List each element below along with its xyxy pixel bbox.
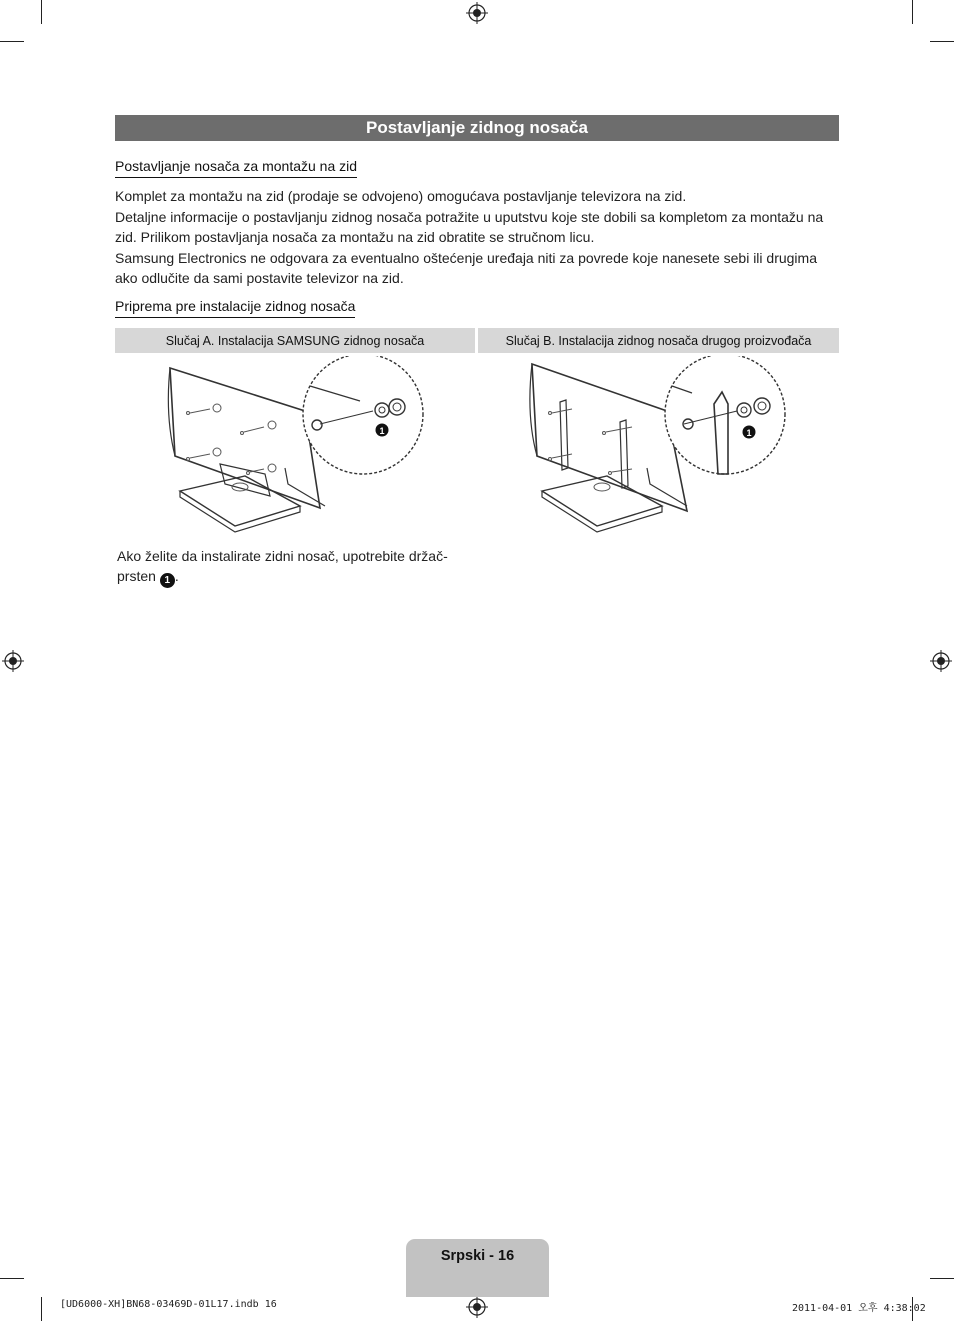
crop-mark — [0, 1278, 24, 1279]
paragraph: Komplet za montažu na zid (prodaje se odvojeno) omogućava postavljanje televizora na zid. — [115, 188, 687, 204]
illustration-badge-a: 1 — [379, 426, 385, 436]
paragraph: Detaljne informacije o postavljanju zidnog nosača potražite u uputstvu koje ste dobili sa kompletom za montažu na zid. Prilikom postavljanja nosača za montažu na zid obratite se stručnom licu. — [115, 209, 824, 245]
registration-mark-icon — [2, 650, 24, 672]
note-text-main: Ako želite da instalirate zidni nosač, upotrebite držač-prsten — [117, 548, 448, 584]
print-slug-left: [UD6000-XH]BN68-03469D-01L17.indb 16 — [60, 1299, 277, 1310]
subheading-wall-mount: Postavljanje nosača za montažu na zid — [115, 158, 357, 178]
crop-mark — [912, 0, 913, 24]
case-b-header: Slučaj B. Instalacija zidnog nosača drugog proizvođača — [478, 328, 839, 353]
page-number-tab: Srpski - 16 — [406, 1239, 549, 1297]
illustration-badge-b: 1 — [746, 428, 752, 438]
subheading-preparation: Priprema pre instalacije zidnog nosača — [115, 298, 355, 318]
print-slug-right: 2011-04-01 오후 4:38:02 — [792, 1303, 926, 1314]
note-text — [117, 546, 467, 588]
crop-mark — [41, 0, 42, 24]
crop-mark — [930, 41, 954, 42]
tv-wall-mount-illustration-a — [160, 356, 430, 536]
crop-mark — [930, 1278, 954, 1279]
registration-mark-icon — [930, 650, 952, 672]
note-text-end: . — [174, 568, 179, 584]
body-text — [115, 186, 839, 289]
case-a-header: Slučaj A. Instalacija SAMSUNG zidnog nosača — [115, 328, 475, 353]
tv-wall-mount-illustration-b — [522, 356, 792, 536]
paragraph: Samsung Electronics ne odgovara za eventualno oštećenje uređaja niti za povrede koje nanesete sebi ili drugima ako odlučite da sami postavite televizor na zid. — [115, 250, 817, 286]
section-title: Postavljanje zidnog nosača — [115, 115, 839, 141]
registration-mark-icon — [466, 1296, 488, 1318]
crop-mark — [41, 1297, 42, 1321]
registration-mark-icon — [466, 2, 488, 24]
number-badge-icon: 1 — [160, 573, 175, 588]
crop-mark — [0, 41, 24, 42]
